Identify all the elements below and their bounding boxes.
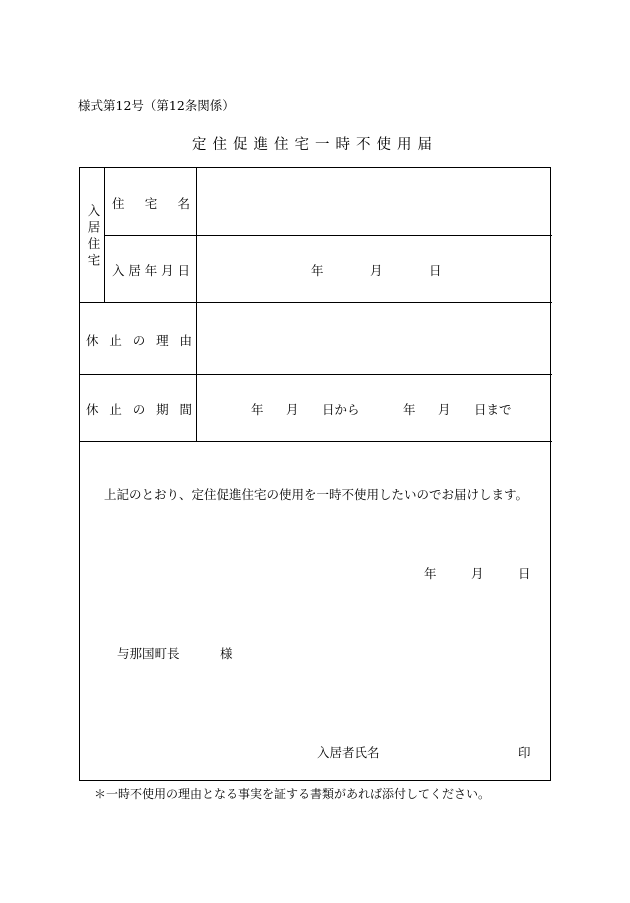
suspension-reason-label: 休 止 の 理 由	[86, 333, 192, 348]
form-title: 定住促進住宅一時不使用届	[192, 137, 438, 153]
move-in-date-field[interactable]: 年 月 日	[311, 263, 442, 278]
resident-name-field[interactable]	[392, 739, 512, 761]
house-name-field[interactable]	[198, 170, 548, 232]
submission-date-day: 日	[518, 566, 531, 581]
resident-name-label: 入居者氏名	[317, 745, 380, 760]
honorific: 様	[220, 646, 233, 661]
col-divider-label	[196, 168, 197, 441]
submission-date-year: 年	[424, 566, 437, 581]
statement-text: 上記のとおり、定住促進住宅の使用を一時不使用したいのでお届けします。	[104, 487, 529, 502]
row-divider-reason	[80, 374, 552, 375]
row-divider-house	[104, 235, 552, 236]
form-table	[79, 167, 551, 781]
addressee: 与那国町長	[117, 646, 180, 661]
suspension-reason-field[interactable]	[198, 304, 548, 372]
move-in-date-label: 入 居 年 月 日	[112, 263, 190, 278]
row-divider-period	[80, 441, 552, 442]
form-number: 様式第12号（第12条関係）	[78, 98, 235, 113]
row-divider-group	[80, 302, 552, 303]
suspension-period-field[interactable]: 年 月 日から 年 月 日まで	[251, 402, 512, 417]
submission-date-month: 月	[471, 566, 484, 581]
footnote: ＊一時不使用の理由となる事実を証する書類があれば添付してください。	[94, 787, 491, 801]
house-name-label: 住 宅 名	[112, 196, 190, 211]
seal-mark: 印	[518, 745, 531, 760]
resident-house-group-label: 入居住宅	[86, 204, 101, 270]
col-divider-group	[104, 168, 105, 302]
suspension-period-label: 休 止 の 期 間	[86, 402, 192, 417]
